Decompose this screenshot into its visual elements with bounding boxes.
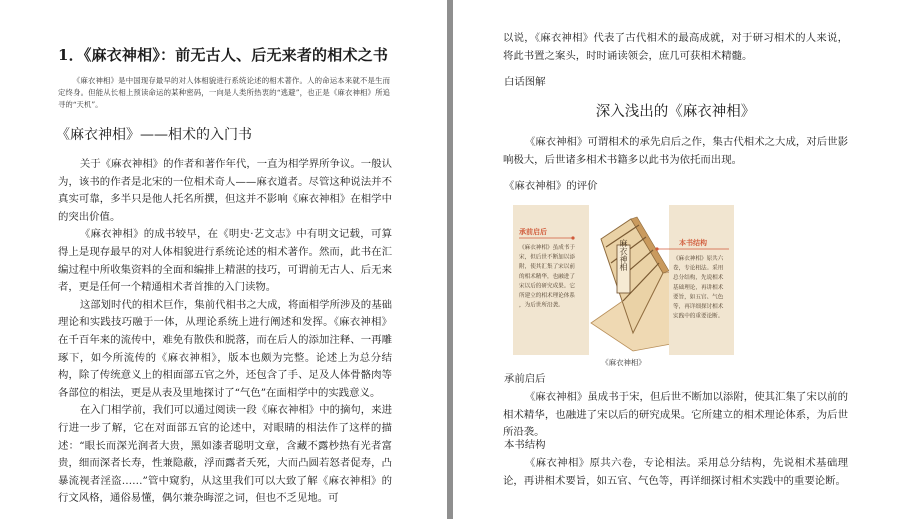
- book-illustration: [513, 205, 734, 355]
- annotation-label-left: 承前启后: [519, 228, 547, 236]
- annotation-dot-right: [655, 247, 658, 250]
- annotation-text-line: ，为后世所沿袭。: [519, 302, 564, 309]
- body-paragraph: 《麻衣神相》原共六卷，专论相法。采用总分结构，先说相术基础理论，再讲相术要旨，如五官、气色等，再详细探讨相术实践中的重要论断。: [503, 457, 848, 487]
- section-2-text: [503, 455, 848, 490]
- body-paragraph: 以说，《麻衣神相》代表了古代相术的最高成就，对于研习相术的人来说，将此书置之案头，时时诵读领会，庶几可获相术精髓。: [503, 32, 848, 62]
- left-page: [0, 0, 447, 519]
- body-paragraph: 《麻衣神相》可谓相术的承先启后之作，集古代相术之大成，对后世影响极大，后世诸多相术书籍多以此书为依托而出现。: [503, 136, 848, 166]
- body-paragraph: 《麻衣神相》的成书较早，在《明史·艺文志》中有明文记载，可算得上是现存最早的对人体相貌进行系统论述的相术著作。然而，此书在汇编过程中所收集资料的全面和编排上精湛的技巧，可谓前无古人、后无来者，更是任何一个精通相术者首推的入门读物。: [58, 228, 392, 294]
- chapter-title: 1．《麻衣神相》：前无古人、后无来者的相术之书: [58, 46, 389, 64]
- section-title: 《麻衣神相》——相术的入门书: [56, 127, 252, 143]
- annotation-text-line: 等，再详细探讨相术: [673, 304, 724, 310]
- illustration-title: 深入浅出的《麻衣神相》: [595, 104, 756, 120]
- annotation-text-line: 卷，专论相法。采用: [673, 265, 724, 272]
- annotation-text-line: 宋以后的研究成果。它: [519, 283, 575, 290]
- body-paragraph: 关于《麻衣神相》的作者和著作年代，一直为相学界所争议。一般认为，该书的作者是北宋的一位相术奇人——麻衣道者。尽管这种说法并不真实可靠，多半只是他人托名所撰，但这并不影响《麻衣神相》在相学中的突出价值。: [58, 158, 392, 223]
- annotation-text-line: 《麻衣神相》虽成书于: [519, 245, 575, 251]
- annotation-dot-left: [571, 236, 574, 239]
- annotation-text-line: 总分结构，先说相术: [673, 275, 724, 282]
- annotation-text-line: 附，使其汇集了宋以前: [519, 264, 575, 271]
- book-illustration-svg: [513, 205, 734, 355]
- body-paragraph: 《麻衣神相》虽成书于宋，但后世不断加以添附，使其汇集了宋以前的相术精华，也融进了宋以后的研究成果。它所建立的相术理论体系，为后世所沿袭。: [503, 391, 848, 439]
- figure-caption: 《麻衣神相》: [601, 358, 646, 367]
- annotation-text-line: 《麻衣神相》原共六: [673, 256, 724, 262]
- annotation-text-line: 基础理论，再讲相术: [673, 284, 724, 291]
- body-paragraph: 在入门相学前，我们可以通过阅读一段《麻衣神相》中的摘句，来进行进一步了解，它在对面部五官的论述中，对眼睛的相法作了这样的描述：“眼长而深光润者大贵，黑如漆者聪明文章，含藏不露杪热有光者富贵，细而深者长寿，性兼隐蔽，浮而露者夭死，大而凸圆若怒者促寿，凸暴流视者淫盗……”管中窥豹，从这里我们可以大致了解《麻衣神相》的行文风格，通俗易懂，偶尔兼杂晦涩之词，但也不乏见地。可: [58, 404, 392, 505]
- section-label: 本书结构: [504, 439, 546, 451]
- annotation-text-line: 宋，但后世不断加以添: [519, 254, 575, 261]
- section-label: 承前启后: [504, 373, 546, 385]
- left-body-text: [58, 156, 392, 508]
- annotation-text-line: 的相术精华，也融进了: [519, 273, 575, 280]
- section-1-text: [503, 389, 848, 442]
- right-top-text: [503, 30, 848, 65]
- annotation-label-right: 本书结构: [679, 239, 707, 247]
- annotation-text-line: 要旨，如五官、气色: [673, 294, 724, 301]
- chapter-intro: [58, 75, 390, 111]
- illustration-intro: [503, 134, 848, 169]
- evaluation-label: 《麻衣神相》的评价: [504, 180, 598, 192]
- book-title-text: 麻衣神相: [619, 239, 628, 271]
- body-paragraph: 这部划时代的相术巨作，集前代相书之大成，将面相学所涉及的基础理论和实践技巧融于一体，从理论系统上进行阐述和发挥。《麻衣神相》在千百年来的流传中，难免有散佚和脱落，而在后人的添加注释、一再雕琢下，如今所流传的《麻衣神相》，版本也颇为完整。论述上为总分结构，除了传统意义上的相面部五官之外，还包含了手、足及人体骨骼肉等各部位的相法，更是从表及里地探讨了“气色”在面相学中的实践意义。: [58, 298, 392, 399]
- annotation-text-line: 实践中的重要论断。: [673, 313, 724, 320]
- plain-language-label: 白话图解: [504, 76, 546, 88]
- intro-paragraph: 《麻衣神相》是中国现存最早的对人体相貌进行系统论述的相术著作。人的命运本来就不是生而定终身。但能从长相上预读命运的某种密码，一向是人类所热衷的“逃避”，也正是《麻衣神相》所追寻的“天机”。: [58, 76, 390, 109]
- annotation-text-line: 所建立的相术理论体系: [519, 293, 575, 299]
